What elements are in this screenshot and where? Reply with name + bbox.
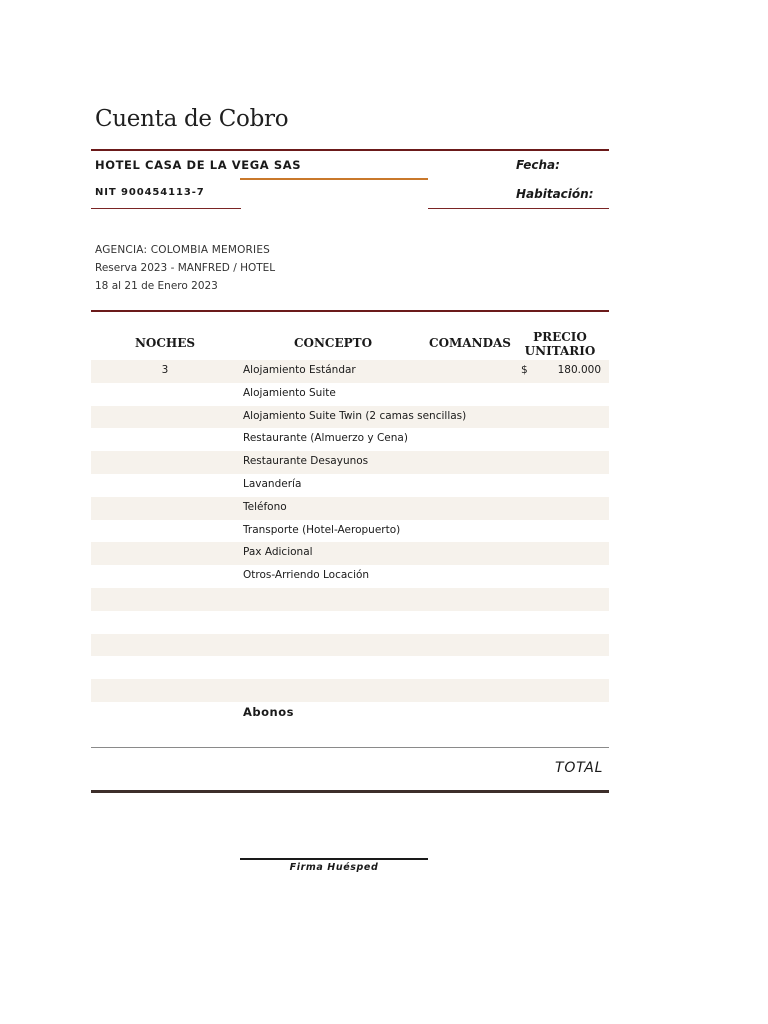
table-row [91,520,609,543]
cell-currency: $ [521,364,528,376]
nit-number: NIT 900454113-7 [95,187,205,198]
cell-precio: 180.000 [557,364,601,376]
table-row [91,451,609,474]
table-row [91,542,609,565]
table-row [91,565,609,588]
title-divider [91,149,609,151]
header-noches: NOCHES [134,336,196,350]
table-row [91,360,609,383]
table-row [91,679,609,702]
table-row [91,383,609,406]
cell-concepto: Transporte (Hotel-Aeropuerto) [243,523,401,536]
cell-concepto: Alojamiento Estándar [243,364,356,376]
cell-concepto: Otros-Arriendo Locación [243,569,370,582]
table-row [91,428,609,451]
agencia-text: AGENCIA: COLOMBIA MEMORIES [95,244,271,256]
cell-noches: 3 [161,364,169,376]
habitacion-label: Habitación: [516,187,594,201]
table-row [91,611,609,634]
habitacion-underline [428,208,609,209]
header-precio-line2: UNITARIO [524,344,596,358]
cell-concepto: Alojamiento Suite [243,386,336,399]
hotel-name-underline [240,178,428,180]
header-precio-unitario [515,330,605,358]
fechas-text: 18 al 21 de Enero 2023 [95,280,218,292]
header-precio-line1: PRECIO [533,330,587,344]
cell-concepto: Alojamiento Suite Twin (2 camas sencillas) [243,409,467,422]
cell-concepto: Lavandería [243,477,302,490]
reserva-text: Reserva 2023 - MANFRED / HOTEL [95,262,276,274]
cell-concepto: Pax Adicional [243,546,313,559]
cell-concepto: Teléfono [243,500,287,513]
header-comandas: COMANDAS [429,336,511,350]
table-row [91,588,609,611]
table-row [91,497,609,520]
signature-label: Firma Huésped [289,862,379,873]
cell-concepto: Restaurante Desayunos [243,455,369,468]
table-row [91,474,609,497]
total-label: TOTAL [555,760,604,776]
page-title: Cuenta de Cobro [95,106,289,132]
fecha-label: Fecha: [516,158,560,172]
signature-line [240,858,428,860]
table-row [91,406,609,429]
nit-underline [91,208,241,209]
cell-concepto: Restaurante (Almuerzo y Cena) [243,432,408,445]
table-top-divider [91,310,609,312]
total-top-divider [91,747,609,748]
abonos-label: Abonos [243,705,294,719]
table-row [91,634,609,657]
line-items-table [91,360,609,702]
header-concepto: CONCEPTO [293,336,373,350]
table-row [91,656,609,679]
total-bottom-divider [91,790,609,793]
hotel-name: HOTEL CASA DE LA VEGA SAS [95,158,302,172]
